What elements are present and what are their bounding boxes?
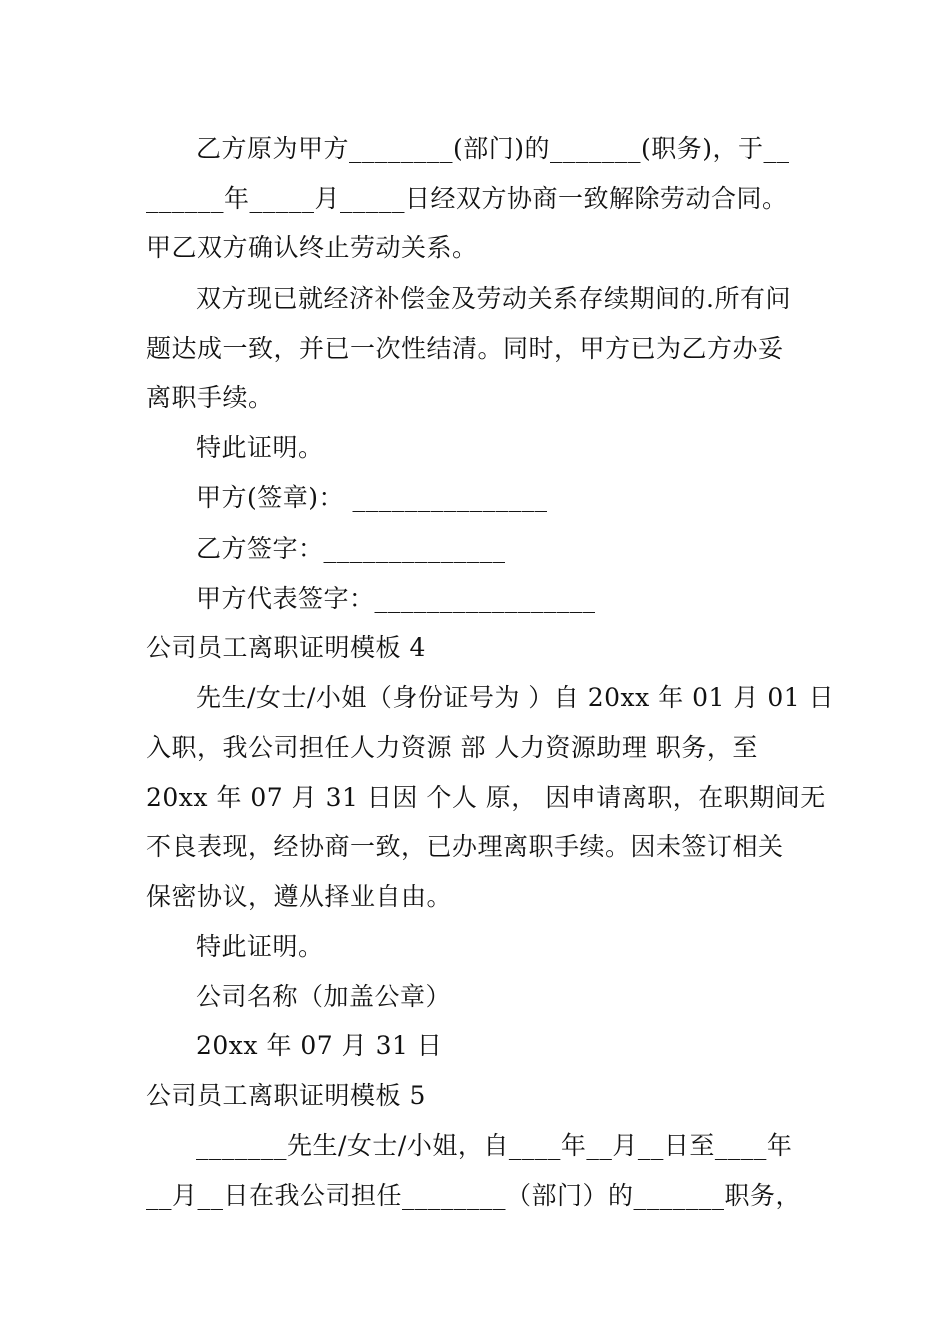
certification-text: 特此证明。 — [196, 433, 324, 462]
paragraph-line: ______年_____月_____日经双方协商一致解除劳动合同。 — [146, 184, 788, 213]
representative-signature-line: 甲方代表签字：_________________ — [196, 584, 596, 613]
paragraph-line: _______先生/女士/小姐，自____年__月__日至____年 — [196, 1131, 793, 1160]
party-b-signature-line: 乙方签字：______________ — [196, 534, 506, 563]
paragraph-line: 题达成一致，并已一次性结清。同时，甲方已为乙方办妥 — [146, 334, 784, 363]
paragraph-line: 甲乙双方确认终止劳动关系。 — [146, 233, 478, 262]
paragraph-line: 离职手续。 — [146, 383, 274, 412]
party-a-signature-line: 甲方(签章)： _______________ — [196, 483, 548, 512]
paragraph-line: 双方现已就经济补偿金及劳动关系存续期间的.所有问 — [196, 284, 791, 313]
paragraph-line: 先生/女士/小姐（身份证号为 ）自 20xx 年 01 月 01 日 — [196, 683, 835, 712]
paragraph-line: __月__日在我公司担任________（部门）的_______职务， — [146, 1181, 802, 1210]
paragraph-line: 20xx 年 07 月 31 日因 个人 原， 因申请离职，在职期间无 — [146, 783, 826, 812]
paragraph-line: 乙方原为甲方________(部门)的_______(职务)，于__ — [196, 134, 790, 163]
section-title: 公司员工离职证明模板 4 — [146, 633, 426, 662]
paragraph-line: 入职，我公司担任人力资源 部 人力资源助理 职务，至 — [146, 733, 758, 762]
paragraph-line: 保密协议，遵从择业自由。 — [146, 882, 453, 911]
certification-text: 特此证明。 — [196, 932, 324, 961]
date-line: 20xx 年 07 月 31 日 — [196, 1031, 443, 1060]
paragraph-line: 不良表现，经协商一致，已办理离职手续。因未签订相关 — [146, 832, 784, 861]
company-name-line: 公司名称（加盖公章） — [196, 982, 452, 1011]
section-title: 公司员工离职证明模板 5 — [146, 1081, 426, 1110]
